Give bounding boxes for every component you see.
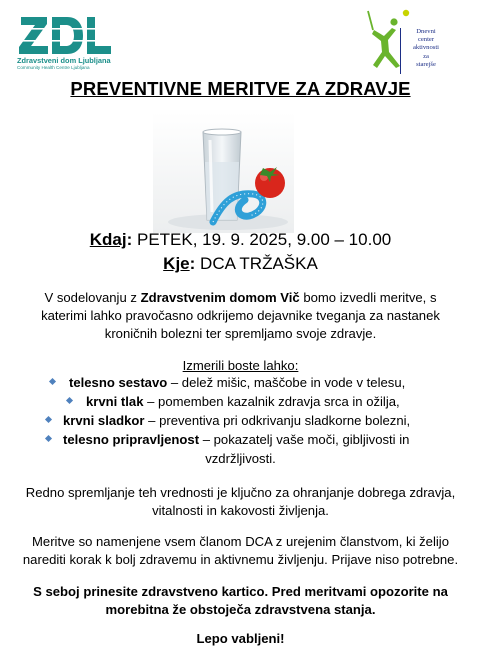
when-text: PETEK, 19. 9. 2025, 9.00 – 10.00 (132, 230, 392, 249)
list-item-text: – delež mišic, maščobe in vode v telesu, (167, 375, 406, 390)
list-item-bold: krvni sladkor (63, 413, 145, 428)
list-item-continuation: vzdržljivosti. (205, 451, 276, 466)
list-item-bold: krvni tlak (86, 394, 144, 409)
dca-text-box (400, 28, 451, 74)
bullet-icon (45, 416, 52, 423)
water-glass-tomato-tape-icon (153, 112, 294, 233)
list-item-bold: telesno pripravljenost (63, 432, 200, 447)
list-item (63, 412, 410, 430)
event-when: Kdaj: PETEK, 19. 9. 2025, 9.00 – 10.00 (89, 230, 392, 249)
bring-card-paragraph: S seboj prinesite zdravstveno kartico. Pred meritvami opozorite na morebitna že obstoječa zdravstvena stanja. (33, 584, 448, 617)
dca-logo (362, 8, 458, 88)
dca-line: Dnevni (416, 28, 436, 35)
bullet-icon (66, 397, 73, 404)
page-title: PREVENTIVNE MERITVE ZA ZDRAVJE (70, 78, 411, 99)
event-where: Kje: DCA TRŽAŠKA (163, 254, 318, 273)
list-item-bold: telesno sestavo (69, 375, 168, 390)
where-label: Kje (163, 254, 190, 273)
bullet-icon (45, 435, 52, 442)
intro-bold: Zdravstvenim domom Vič (140, 290, 300, 305)
dca-line: center (417, 36, 435, 44)
list-item-text: – pomemben kazalnik zdravja srca in ožilja, (143, 394, 400, 409)
dca-line: aktivnosti (412, 44, 439, 52)
intro-text: V sodelovanju z (44, 290, 141, 305)
list-item (69, 374, 405, 392)
list-item-text: – pokazatelj vaše moči, gibljivosti in (199, 432, 410, 447)
closing-text: Lepo vabljeni! (196, 631, 285, 646)
dca-line: starejše (416, 60, 436, 68)
monitoring-paragraph: Redno spremljanje teh vrednosti je ključno za ohranjanje dobrega zdravja, vitalnosti in kakovosti življenja. (25, 485, 456, 518)
dca-text (403, 28, 449, 69)
list-item (63, 431, 409, 449)
dca-line: za (423, 52, 429, 60)
list-item-text: – preventiva pri odkrivanju sladkorne bolezni, (144, 413, 411, 428)
intro-paragraph (20, 289, 461, 343)
zdl-letters-logo-icon (17, 14, 113, 56)
list-item (86, 393, 400, 411)
intro-text-end: bomo izvedli meritve, s katerimi lahko pravočasno odkrijemo dejavnike tveganja za nastanek kroničnih bolezni ter spremljamo svoje zdravje. (41, 290, 440, 341)
where-text: DCA TRŽAŠKA (195, 254, 318, 273)
zdl-logo (17, 14, 127, 72)
list-heading: Izmerili boste lahko: (182, 358, 299, 373)
bullet-icon (49, 378, 56, 385)
zdl-subtitle: Community Health Centre Ljubljana (17, 65, 90, 70)
when-label: Kdaj (89, 230, 127, 249)
members-paragraph: Meritve so namenjene vsem članom DCA z urejenim članstvom, ki želijo narediti korak k bolj zdravemu in aktivnemu življenju. Prijave niso potrebne. (22, 534, 459, 567)
zdl-name: Zdravstveni dom Ljubljana (17, 56, 111, 65)
